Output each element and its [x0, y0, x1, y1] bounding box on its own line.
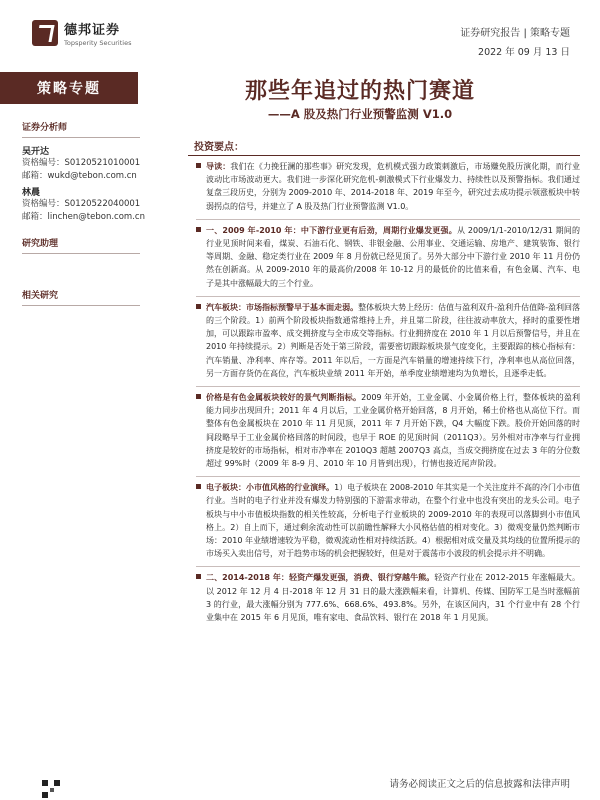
paragraph-lead: 汽车板块：市场指标预警早于基本面走弱。 — [206, 302, 359, 312]
main-content — [196, 138, 580, 630]
square-bullet-icon — [196, 304, 201, 309]
analyst-name: 吴开达 — [22, 147, 50, 157]
research-assistant-heading: 研究助理 — [22, 236, 140, 254]
analyst-email[interactable]: 邮箱：wukd@tebon.com.cn — [22, 171, 137, 181]
analyst-cert: 资格编号：S0120522040001 — [22, 199, 141, 209]
investment-highlights-heading: 投资要点： — [188, 138, 580, 156]
analyst-email[interactable]: 邮箱：linchen@tebon.com.cn — [22, 212, 145, 222]
summary-paragraph — [196, 477, 580, 567]
sidebar — [22, 120, 145, 312]
report-date: 2022 年 09 月 13 日 — [478, 47, 570, 58]
square-bullet-icon — [196, 227, 201, 232]
square-bullet-icon — [196, 394, 201, 399]
summary-paragraph — [196, 156, 580, 220]
brand-name-cn: 德邦证券 — [64, 23, 121, 38]
related-research-heading: 相关研究 — [22, 288, 140, 306]
report-category-tag: 策略专题 — [0, 72, 138, 104]
analyst-name: 林晨 — [22, 188, 41, 198]
qr-code-icon — [42, 780, 60, 798]
brand-logo-icon — [32, 20, 58, 46]
paragraph-lead: 导读： — [206, 162, 231, 171]
square-bullet-icon — [196, 163, 201, 168]
summary-paragraph — [196, 387, 580, 477]
square-bullet-icon — [196, 574, 201, 579]
brand-logo — [32, 16, 182, 50]
report-title: 那些年追过的热门赛道 — [244, 79, 475, 104]
paragraph-lead: 电子板块：小市值风格的行业演绎。 — [206, 483, 335, 493]
paragraph-text: 我们在《力挽狂澜的那些事》研究发现，危机模式强力政策刺激后，市场赚免股历演化期，而行业波动比市场波动更大。我们进一步深化研究危机-刺激模式下行业爆发力、持续性以及预警指标。我们通过复盘三段历史，分别为 2009-2010 年、2014-2018 年、2019 年至今，研究过去成功提示领涨板块中转弱拐点的信号，并建立了 A 股及热门行业预警监测 V1.0。 — [206, 162, 581, 211]
paragraph-text: 轻资产行业在 2012-2015 年涨幅最大。以 2012 年 12 月 4 日-2018 年 12 月 31 日的最大涨跌幅来看，计算机、传媒、国防军工是当时涨幅前 3 的行业，最大涨幅分别为 777.6%、668.6%、493.8%。另外，在该区间内，31 个行业中有 28 个行业集中在 2015 年 6 月见顶，唯有家电、食品饮料、银行在 2018 年 1 月见顶。 — [206, 573, 580, 623]
paragraph-text: 整体板块大势上经历：估值与盈利双升-盈利升估值降-盈利回落的三个阶段。1）前两个阶段板块指数通常维持上升，并且第二阶段，往往波动率放大，择时的重要性增加，可以跟踪市盈率、成交拥挤度与全市成交等指标。行业拥挤度在 2010 年 1 月以后预警信号，并且在 2010 年持续提示。2）判断是否处于第三阶段，需要密切跟踪板块景气度变化，主要跟踪的核心指标有：汽车销量、净利率、库存等。2011 年以后，一方面是汽车销量的增速持续下行，净利率也从高位回落，另一方面存货仍在高位，汽车板块业绩 2011 年开始，单季度业绩增速均为负增长，且逐季走低。 — [206, 302, 580, 378]
paragraph-text: 2009 年开始，工业金属、小金属价格上行，整体板块的盈利能力同步出现回升；2011 年 4 月以后，工业金属价格开始回落，8 月开始，稀土价格也从高位下行。而整体有色金属板块在 2010 年 11 月见顶，2011 年 7 月开始下跌，Q4 大幅度下跌。股价开始回落的时间段略早于工业金属价格回落的时间段，也早于 ROE 的见顶时间（2011Q3）。另外相对市净率与行业拥挤度是较好的市场指标，相对市净率在 2010Q3 超越 2007Q3 高点，当成交拥挤度在过去 3 年的分位数超过 99%时（2009 年 8-9 月、2010 年 10 月皆到出现），行情也接近尾声阶段。 — [206, 393, 580, 469]
analyst-heading: 证券分析师 — [22, 120, 140, 138]
analyst-block — [22, 185, 145, 224]
paragraph-text: 1）电子板块在 2008-2010 年其实是一个关注度并不高的冷门小市值行业。当时的电子行业并没有爆发力特别强的下游需求带动，在整个行业中也没有突出的龙头公司。电子板块与中小市值板块指数的相关性较高，分析电子行业板块的 2009-2010 年的表现可以落脚到小市值风格上。2）自上而下，通过剩余流动性可以前瞻性解释大小风格估值的相对变化。3）微观变量仍然判断市场：2010 年业绩增速较为平稳，微观流动性相对持续活跃。4）根据相对成交量及其均线的位置所提示的市场买入卖出信号，对于趋势市场的机会把握较好，但是对于震荡市小波段的机会提示并不明确。 — [206, 483, 581, 559]
summary-paragraph — [196, 567, 580, 630]
paragraph-lead: 价格是有色金属板块较好的景气判断指标。 — [206, 393, 362, 403]
analyst-cert: 资格编号：S0120521010001 — [22, 158, 141, 168]
analyst-block — [22, 144, 140, 183]
paragraph-lead: 二、2014-2018 年：轻资产爆发更强，消费、银行穿越牛熊。 — [206, 573, 435, 583]
summary-paragraph — [196, 220, 580, 297]
summary-paragraph — [196, 297, 580, 387]
paragraph-text: 从 2009/1/1-2010/12/31 期间的行业见顶时间来看，煤炭、石油石化、钢铁、非银金融、公用事业、交通运输、房地产、建筑装饰、银行等周期、金融、稳定类行业在 2009 年 8 月份就已经见顶了。另外大部分中下游行业 2010 年 11 月份仍然在创新高。从 2009-2010 年的最高价/2008 年 10-12 月的最低价的比值来看，有色金属、汽车、电子是其中涨幅最大的三个行业。 — [206, 225, 581, 288]
paragraph-lead: 一、2009 年-2010 年：中下游行业更有后劲，周期行业爆发更强。 — [206, 225, 457, 235]
report-header — [0, 0, 600, 70]
brand-name-en: Topsperity Securities — [64, 39, 132, 47]
report-type: 证券研究报告 | 策略专题 — [460, 28, 570, 39]
disclaimer-note: 请务必阅读正文之后的信息披露和法律声明 — [389, 779, 570, 790]
report-subtitle: ——A 股及热门行业预警监测 V1.0 — [267, 107, 453, 121]
square-bullet-icon — [196, 484, 201, 489]
